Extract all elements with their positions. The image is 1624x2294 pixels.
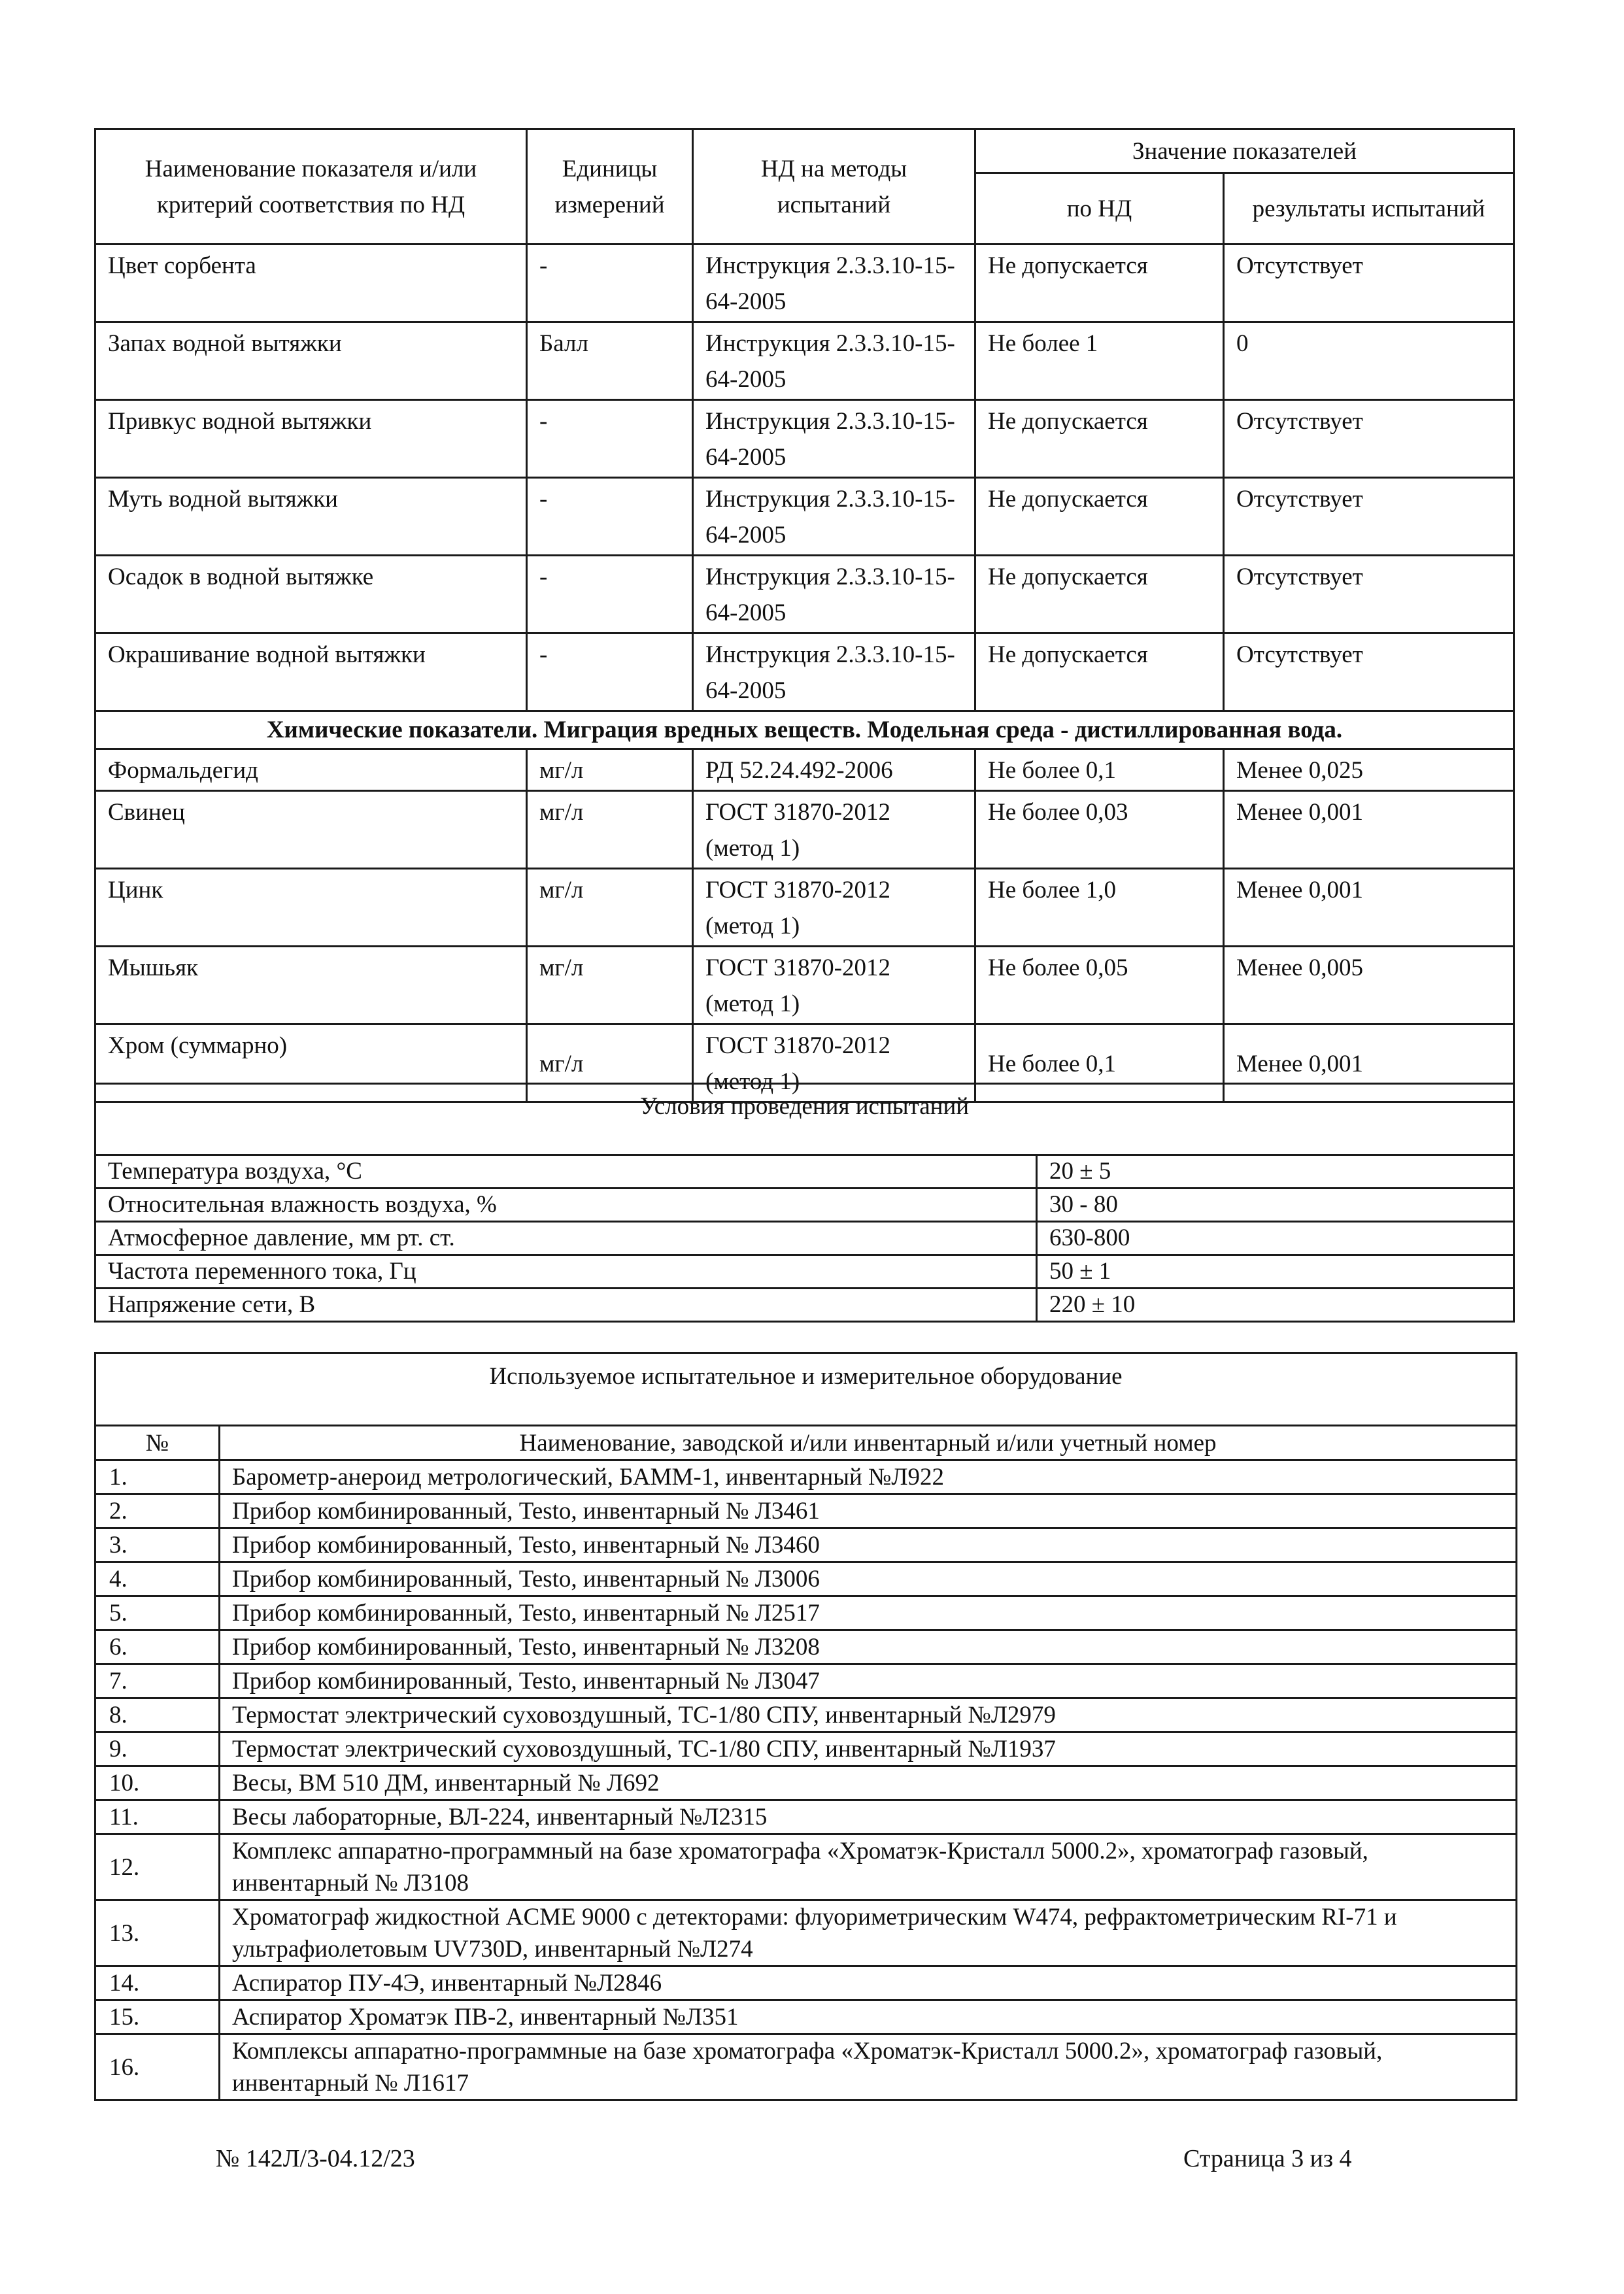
table-row bbox=[95, 245, 1514, 322]
section-row bbox=[95, 711, 1514, 749]
indicator-norm: Не допускается bbox=[975, 633, 1224, 711]
table-row bbox=[95, 1222, 1514, 1255]
condition-param: Атмосферное давление, мм рт. ст. bbox=[95, 1222, 1037, 1255]
header-num: № bbox=[95, 1426, 220, 1460]
indicator-result: Отсутствует bbox=[1224, 400, 1514, 478]
indicator-method: Инструкция 2.3.3.10-15-64-2005 bbox=[693, 322, 975, 400]
table-row bbox=[95, 749, 1514, 791]
indicator-result: 0 bbox=[1224, 322, 1514, 400]
equipment-num: 9. bbox=[95, 1732, 220, 1766]
equipment-name: Аспиратор Хроматэк ПВ-2, инвентарный №Л351 bbox=[220, 2000, 1517, 2034]
indicator-method: ГОСТ 31870-2012 (метод 1) bbox=[693, 947, 975, 1024]
indicator-result: Менее 0,025 bbox=[1224, 749, 1514, 791]
equipment-num: 15. bbox=[95, 2000, 220, 2034]
indicator-unit: - bbox=[527, 478, 693, 556]
section-title: Химические показатели. Миграция вредных веществ. Модельная среда - дистиллированная вода. bbox=[95, 711, 1514, 749]
table-row bbox=[95, 478, 1514, 556]
indicator-result: Менее 0,005 bbox=[1224, 947, 1514, 1024]
indicator-norm: Не более 0,05 bbox=[975, 947, 1224, 1024]
indicator-method: РД 52.24.492-2006 bbox=[693, 749, 975, 791]
indicator-result: Отсутствует bbox=[1224, 245, 1514, 322]
equipment-num: 5. bbox=[95, 1596, 220, 1630]
condition-value: 20 ± 5 bbox=[1037, 1155, 1514, 1189]
table-row bbox=[95, 400, 1514, 478]
condition-param: Относительная влажность воздуха, % bbox=[95, 1189, 1037, 1222]
condition-value: 30 - 80 bbox=[1037, 1189, 1514, 1222]
table-row bbox=[95, 1255, 1514, 1289]
equipment-num: 10. bbox=[95, 1766, 220, 1800]
indicator-name: Хром (суммарно) bbox=[95, 1024, 527, 1102]
equipment-title: Используемое испытательное и измерительное оборудование bbox=[95, 1353, 1517, 1426]
table-row bbox=[95, 1289, 1514, 1322]
condition-value: 630-800 bbox=[1037, 1222, 1514, 1255]
equipment-num: 6. bbox=[95, 1630, 220, 1664]
test-conditions-table bbox=[94, 1083, 1515, 1323]
equipment-table bbox=[94, 1352, 1517, 2101]
header-values-group: Значение показателей bbox=[975, 129, 1514, 173]
equipment-num: 8. bbox=[95, 1698, 220, 1732]
equipment-name: Комплекс аппаратно-программный на базе хроматографа «Хроматэк-Кристалл 5000.2», хроматограф газовый, инвентарный № Л3108 bbox=[220, 1834, 1517, 1900]
indicator-method: ГОСТ 31870-2012 (метод 1) bbox=[693, 1024, 975, 1102]
indicator-unit: - bbox=[527, 400, 693, 478]
indicator-unit: Балл bbox=[527, 322, 693, 400]
table-row bbox=[95, 1155, 1514, 1189]
table-row bbox=[95, 791, 1514, 869]
indicator-norm: Не более 0,1 bbox=[975, 749, 1224, 791]
indicator-name: Осадок в водной вытяжке bbox=[95, 556, 527, 633]
header-result: результаты испытаний bbox=[1224, 173, 1514, 245]
indicator-norm: Не допускается bbox=[975, 478, 1224, 556]
indicator-name: Муть водной вытяжки bbox=[95, 478, 527, 556]
equipment-num: 3. bbox=[95, 1528, 220, 1562]
indicator-result: Менее 0,001 bbox=[1224, 791, 1514, 869]
conditions-title: Условия проведения испытаний bbox=[95, 1084, 1514, 1155]
indicator-unit: - bbox=[527, 245, 693, 322]
indicator-method: Инструкция 2.3.3.10-15-64-2005 bbox=[693, 633, 975, 711]
equipment-num: 4. bbox=[95, 1562, 220, 1596]
indicator-result: Менее 0,001 bbox=[1224, 1024, 1514, 1102]
condition-value: 220 ± 10 bbox=[1037, 1289, 1514, 1322]
indicator-unit: мг/л bbox=[527, 869, 693, 947]
header-equipment-name: Наименование, заводской и/или инвентарный и/или учетный номер bbox=[220, 1426, 1517, 1460]
indicator-name: Мышьяк bbox=[95, 947, 527, 1024]
condition-param: Температура воздуха, °С bbox=[95, 1155, 1037, 1189]
equipment-name: Прибор комбинированный, Testo, инвентарный № Л2517 bbox=[220, 1596, 1517, 1630]
table-row bbox=[95, 1834, 1517, 1900]
indicator-norm: Не допускается bbox=[975, 556, 1224, 633]
equipment-name: Комплексы аппаратно-программные на базе хроматографа «Хроматэк-Кристалл 5000.2», хроматограф газовый, инвентарный № Л1617 bbox=[220, 2034, 1517, 2100]
indicator-result: Менее 0,001 bbox=[1224, 869, 1514, 947]
indicator-unit: - bbox=[527, 633, 693, 711]
table-row bbox=[95, 2034, 1517, 2100]
equipment-num: 16. bbox=[95, 2034, 220, 2100]
condition-param: Частота переменного тока, Гц bbox=[95, 1255, 1037, 1289]
indicator-method: Инструкция 2.3.3.10-15-64-2005 bbox=[693, 245, 975, 322]
indicator-unit: мг/л bbox=[527, 749, 693, 791]
equipment-name: Прибор комбинированный, Testo, инвентарный № Л3460 bbox=[220, 1528, 1517, 1562]
table-row bbox=[95, 556, 1514, 633]
equipment-num: 1. bbox=[95, 1460, 220, 1494]
indicator-method: ГОСТ 31870-2012 (метод 1) bbox=[693, 791, 975, 869]
table-row bbox=[95, 947, 1514, 1024]
equipment-name: Аспиратор ПУ-4Э, инвентарный №Л2846 bbox=[220, 1966, 1517, 2000]
table-row bbox=[95, 1460, 1517, 1494]
page-number: Страница 3 из 4 bbox=[1183, 2145, 1352, 2172]
equipment-name: Прибор комбинированный, Testo, инвентарный № Л3006 bbox=[220, 1562, 1517, 1596]
indicator-unit: мг/л bbox=[527, 947, 693, 1024]
equipment-num: 14. bbox=[95, 1966, 220, 2000]
indicator-unit: мг/л bbox=[527, 1024, 693, 1102]
table-row bbox=[95, 322, 1514, 400]
equipment-num: 2. bbox=[95, 1494, 220, 1528]
table-row bbox=[95, 1698, 1517, 1732]
table-row bbox=[95, 1494, 1517, 1528]
indicator-name: Цвет сорбента bbox=[95, 245, 527, 322]
indicator-result: Отсутствует bbox=[1224, 478, 1514, 556]
equipment-name: Барометр-анероид метрологический, БАММ-1, инвентарный №Л922 bbox=[220, 1460, 1517, 1494]
header-norm: по НД bbox=[975, 173, 1224, 245]
indicator-name: Свинец bbox=[95, 791, 527, 869]
table-row bbox=[95, 1766, 1517, 1800]
indicator-name: Привкус водной вытяжки bbox=[95, 400, 527, 478]
indicator-norm: Не допускается bbox=[975, 400, 1224, 478]
indicator-name: Формальдегид bbox=[95, 749, 527, 791]
equipment-num: 13. bbox=[95, 1900, 220, 1966]
indicator-method: ГОСТ 31870-2012 (метод 1) bbox=[693, 869, 975, 947]
header-units: Единицы измерений bbox=[527, 129, 693, 245]
equipment-name: Хроматограф жидкостной ACME 9000 с детекторами: флуориметрическим W474, рефрактометрическим RI-71 и ультрафиолетовым UV730D, инвентарный №Л274 bbox=[220, 1900, 1517, 1966]
indicator-norm: Не более 1,0 bbox=[975, 869, 1224, 947]
header-indicator: Наименование показателя и/или критерий соответствия по НД bbox=[95, 129, 527, 245]
equipment-name: Прибор комбинированный, Testo, инвентарный № Л3461 bbox=[220, 1494, 1517, 1528]
condition-param: Напряжение сети, В bbox=[95, 1289, 1037, 1322]
indicator-unit: мг/л bbox=[527, 791, 693, 869]
equipment-name: Термостат электрический суховоздушный, ТС-1/80 СПУ, инвентарный №Л1937 bbox=[220, 1732, 1517, 1766]
indicator-norm: Не допускается bbox=[975, 245, 1224, 322]
table-row bbox=[95, 869, 1514, 947]
table-row bbox=[95, 1596, 1517, 1630]
table-row bbox=[95, 1562, 1517, 1596]
indicator-name: Окрашивание водной вытяжки bbox=[95, 633, 527, 711]
table-row bbox=[95, 1800, 1517, 1834]
indicator-result: Отсутствует bbox=[1224, 556, 1514, 633]
equipment-num: 12. bbox=[95, 1834, 220, 1900]
table-row bbox=[95, 1732, 1517, 1766]
table-row bbox=[95, 2000, 1517, 2034]
equipment-name: Весы, ВМ 510 ДМ, инвентарный № Л692 bbox=[220, 1766, 1517, 1800]
indicator-norm: Не более 1 bbox=[975, 322, 1224, 400]
equipment-name: Прибор комбинированный, Testo, инвентарный № Л3208 bbox=[220, 1630, 1517, 1664]
equipment-name: Термостат электрический суховоздушный, ТС-1/80 СПУ, инвентарный №Л2979 bbox=[220, 1698, 1517, 1732]
indicator-method: Инструкция 2.3.3.10-15-64-2005 bbox=[693, 400, 975, 478]
table-row bbox=[95, 1664, 1517, 1698]
condition-value: 50 ± 1 bbox=[1037, 1255, 1514, 1289]
indicator-name: Запах водной вытяжки bbox=[95, 322, 527, 400]
table-row bbox=[95, 1966, 1517, 2000]
table-row bbox=[95, 1189, 1514, 1222]
document-number: № 142Л/3-04.12/23 bbox=[216, 2145, 415, 2172]
table-row bbox=[95, 1900, 1517, 1966]
indicator-method: Инструкция 2.3.3.10-15-64-2005 bbox=[693, 478, 975, 556]
equipment-num: 11. bbox=[95, 1800, 220, 1834]
indicator-result: Отсутствует bbox=[1224, 633, 1514, 711]
header-method: НД на методы испытаний bbox=[693, 129, 975, 245]
indicator-name: Цинк bbox=[95, 869, 527, 947]
indicator-unit: - bbox=[527, 556, 693, 633]
equipment-name: Весы лабораторные, ВЛ-224, инвентарный №Л2315 bbox=[220, 1800, 1517, 1834]
indicator-norm: Не более 0,1 bbox=[975, 1024, 1224, 1102]
table-row bbox=[95, 633, 1514, 711]
table-row bbox=[95, 1630, 1517, 1664]
equipment-name: Прибор комбинированный, Testo, инвентарный № Л3047 bbox=[220, 1664, 1517, 1698]
indicator-norm: Не более 0,03 bbox=[975, 791, 1224, 869]
indicator-method: Инструкция 2.3.3.10-15-64-2005 bbox=[693, 556, 975, 633]
table-row bbox=[95, 1528, 1517, 1562]
equipment-num: 7. bbox=[95, 1664, 220, 1698]
indicators-table bbox=[94, 128, 1515, 1103]
